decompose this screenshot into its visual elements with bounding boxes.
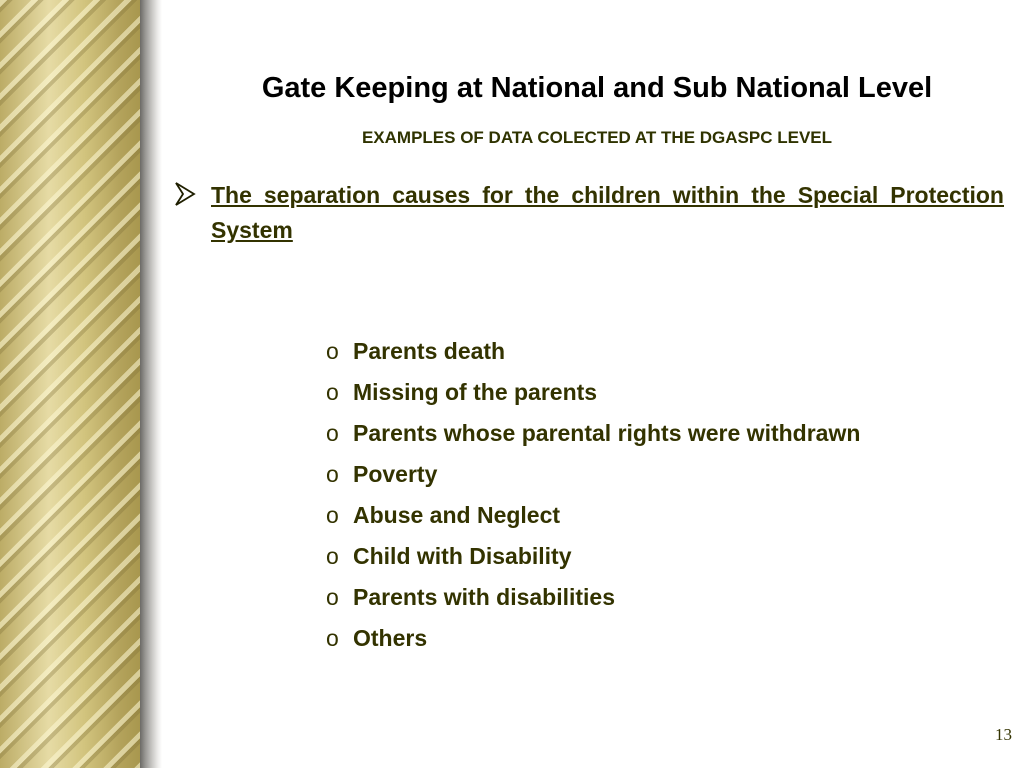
list-item — [326, 582, 860, 623]
circle-bullet-icon: o — [326, 625, 339, 651]
slide-title: Gate Keeping at National and Sub National Level — [261, 72, 933, 104]
list-item — [326, 377, 860, 418]
decorative-gold-bar — [0, 0, 140, 768]
list-item-text: Poverty — [353, 461, 438, 487]
circle-bullet-icon: o — [326, 379, 339, 405]
list-item-text: Missing of the parents — [353, 379, 598, 405]
list-item-text: Abuse and Neglect — [353, 502, 561, 528]
list-item — [326, 336, 860, 377]
main-bullet — [174, 178, 1004, 248]
decorative-bar-shadow — [140, 0, 162, 768]
separation-causes-list — [326, 336, 860, 664]
slide-subtitle: EXAMPLES OF DATA COLECTED AT THE DGASPC LEVEL — [361, 128, 833, 147]
circle-bullet-icon: o — [326, 502, 339, 528]
circle-bullet-icon: o — [326, 338, 339, 364]
list-item-text: Parents death — [353, 338, 506, 364]
list-item-text: Parents whose parental rights were withdrawn — [353, 420, 861, 446]
circle-bullet-icon: o — [326, 543, 339, 569]
list-item — [326, 500, 860, 541]
list-item-text: Others — [353, 625, 428, 651]
list-item — [326, 459, 860, 500]
list-item — [326, 541, 860, 582]
circle-bullet-icon: o — [326, 584, 339, 610]
main-bullet-text: The separation causes for the children within the Special Protection System — [211, 182, 1004, 243]
list-item — [326, 623, 860, 664]
list-item — [326, 418, 860, 459]
page-number: 13 — [995, 725, 1012, 744]
list-item-text: Child with Disability — [353, 543, 572, 569]
list-item-text: Parents with disabilities — [353, 584, 616, 610]
arrow-bullet-icon — [174, 181, 196, 207]
circle-bullet-icon: o — [326, 461, 339, 487]
circle-bullet-icon: o — [326, 420, 339, 446]
